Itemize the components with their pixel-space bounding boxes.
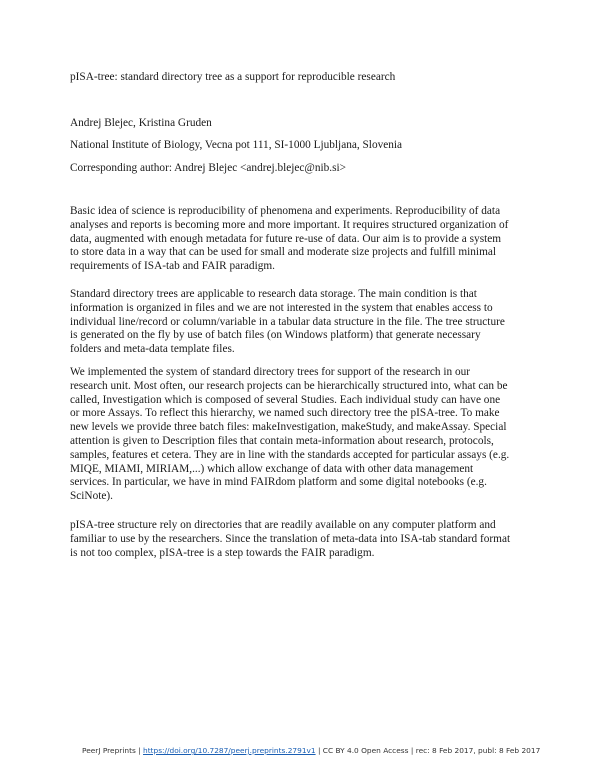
corresponding-author: Corresponding author: Andrej Blejec <andrej.blejec@nib.si> <box>70 162 347 174</box>
paper-title: pISA-tree: standard directory tree as a support for reproducible research <box>70 71 396 83</box>
text-line: is not too complex, pISA-tree is a step towards the FAIR paradigm. <box>70 546 375 559</box>
text-line: Standard directory trees are applicable to research data storage. The main condition is that <box>70 288 477 300</box>
text-line: data, augmented with enough metadata for future re-use of data. Our aim is to provide a system <box>70 232 502 245</box>
text-line: new levels we provide three batch files: makeInvestigation, makeStudy, and makeAssay. Special <box>70 421 507 434</box>
text-line: analyses and reports is becoming more and more important. It requires structured organization of <box>70 218 509 231</box>
text-line: MIQE, MIAMI, MIRIAM,...) which allow exchange of data with other data management <box>70 462 474 475</box>
abstract-paragraph-2 <box>70 288 540 357</box>
text-line: SciNote). <box>70 490 113 503</box>
text-line: research unit. Most often, our research projects can be hierarchically structured into, what can be <box>70 379 508 392</box>
footer-license: CC BY 4.0 Open Access <box>322 746 409 755</box>
text-line: folders and meta-data template files. <box>70 343 235 356</box>
text-line: individual line/record or column/variable in a tabular data structure in the file. The tree structure <box>70 315 505 328</box>
preprint-footer <box>82 746 540 756</box>
doi-link[interactable]: https://doi.org/10.7287/peerj.preprints.2791v1 <box>143 746 316 755</box>
text-line: is generated on the fly by use of batch files (on Windows platform) that generate necessary <box>70 329 481 342</box>
text-line: samples, features et cetera. They are in line with the standards accepted for particular assays (e.g. <box>70 448 510 461</box>
text-line: pISA-tree structure rely on directories that are readily available on any computer platform and <box>70 519 496 531</box>
text-line: requirements of ISA-tab and FAIR paradigm. <box>70 260 275 273</box>
affiliation: National Institute of Biology, Vecna pot 111, SI-1000 Ljubljana, Slovenia <box>70 139 403 151</box>
text-line: or more Assays. To reflect this hierarchy, we named such directory tree the pISA-tree. To make <box>70 407 500 420</box>
abstract-paragraph-1 <box>70 205 540 274</box>
text-line: services. In particular, we have in mind FAIRdom platform and some digital notebooks (e.g. <box>70 476 487 489</box>
text-line: attention is given to Description files that contain meta-information about research, protocols, <box>70 434 494 447</box>
footer-source: PeerJ Preprints <box>82 746 136 755</box>
text-line: familiar to use by the researchers. Since the translation of meta-data into ISA-tab standard format <box>70 532 511 545</box>
text-line: to store data in a way that can be used for small and moderate size projects and fulfill minimal <box>70 246 497 259</box>
text-line: information is organized in files and we are not interested in the system that enables access to <box>70 301 493 314</box>
footer-separator: | <box>408 746 416 755</box>
text-line: We implemented the system of standard directory trees for support of the research in our <box>70 366 470 378</box>
author-list: Andrej Blejec, Kristina Gruden <box>70 117 212 129</box>
footer-separator: | <box>135 746 144 755</box>
text-line: Basic idea of science is reproducibility of phenomena and experiments. Reproducibility of data <box>70 205 501 217</box>
abstract-paragraph-4 <box>70 519 540 560</box>
abstract-paragraph-3 <box>70 366 540 504</box>
text-line: called, Investigation which is composed of several Studies. Each individual study can have one <box>70 393 501 406</box>
footer-dates: rec: 8 Feb 2017, publ: 8 Feb 2017 <box>415 746 541 755</box>
footer-separator: | <box>315 746 323 755</box>
